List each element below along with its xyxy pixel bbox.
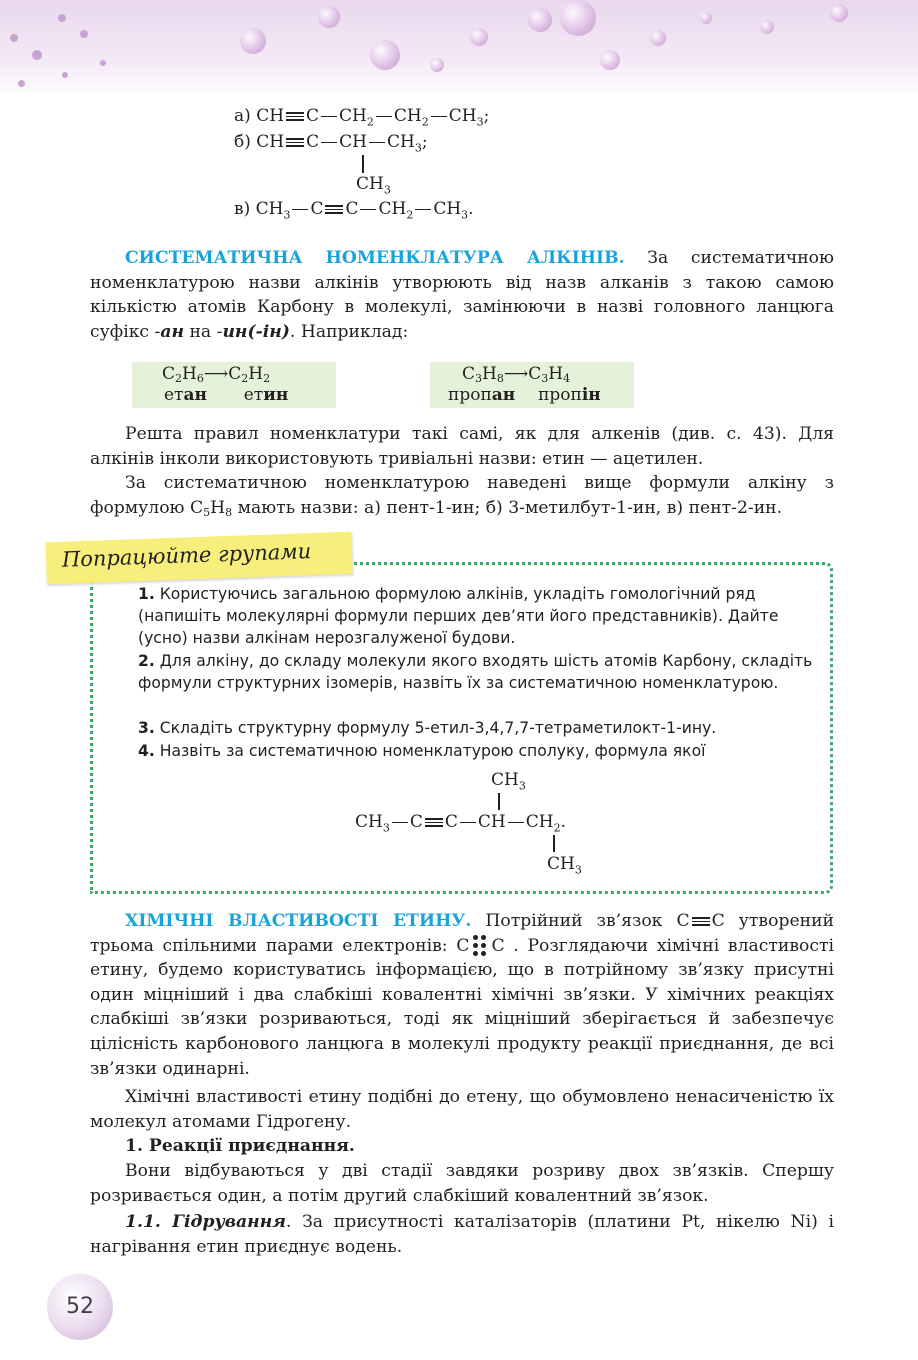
group-task-box-left-border <box>90 580 93 890</box>
formula-b-branch: $CH_3$ <box>356 174 391 197</box>
bubble <box>240 28 266 54</box>
addition-reactions-heading: 1. Реакції приєднання. <box>125 1136 355 1156</box>
names-paragraph: За систематичною номенклатурою наведені вище формули алкіну з формулою $C_5H_8$ мають назви: а) пент-1-ин; б) 3-метилбут-1-ин, в) пент-2-ин. <box>90 473 834 519</box>
formula-b: б) CH C CH $CH_3$; <box>234 132 428 155</box>
nomenclature-paragraph: СИСТЕМАТИЧНА НОМЕНКЛАТУРА АЛКІНІВ. За систематичною номенклатурою назви алкінів утворюють від назв алканів з такою самою кількістю атомів Карбону в молекулі, замінюючи в назві головного ланцюга суфікс -ан на -ин(-ін). Наприклад: <box>90 248 834 342</box>
bubble <box>600 50 620 70</box>
molecule-dot <box>18 80 25 87</box>
bond-line <box>498 793 500 810</box>
molecule-dot <box>58 14 66 22</box>
example-box-propane: $C_3H_8⟶C_3H_4$ пропан пропін <box>430 362 634 408</box>
properties-paragraph-2: Хімічні властивості етину подібні до етену, що обумовлено ненасиченістю їх молекул атомами Гідрогену. <box>90 1087 834 1132</box>
bubble <box>760 20 774 34</box>
task-4: 4. Назвіть за систематичною номенклатурою сполуку, формула якої <box>138 742 706 760</box>
task-1: 1. Користуючись загальною формулою алкінів, укладіть гомологічний ряд (напишіть молекулярні формули перших дев’яти його представників). Дайте (усно) назви алкінам нерозгалуженої будови. <box>138 585 779 648</box>
bubble <box>470 28 488 46</box>
formula-a: а) CH C $CH_2$ $CH_2$ $CH_3$; <box>234 106 490 129</box>
bubble <box>650 30 666 46</box>
properties-paragraph-4: Вони відбуваються у дві стадії завдяки розриву двох зв’язків. Спершу розривається один, а потім другий слабкіший ковалентний зв’язок. <box>90 1161 834 1206</box>
group-task-tag: Попрацюйте групами <box>45 532 352 585</box>
task-2: 2. Для алкіну, до складу молекули якого входять шість атомів Карбону, складіть формули структурних ізомерів, назвіть їх за систематичною номенклатурою. <box>138 652 813 693</box>
bond-line <box>553 835 555 852</box>
task4-formula-top: $CH_3$ <box>491 770 526 793</box>
example-box-ethane: $C_2H_6⟶C_2H_2$ етан етин <box>132 362 336 408</box>
molecule-dot <box>100 60 106 66</box>
bubble <box>700 12 712 24</box>
molecule-dot <box>32 50 42 60</box>
hydrogenation-paragraph: 1.1. Гідрування. За присутності каталізаторів (платини Pt, нікелю Ni) і нагрівання етин приєднує водень. <box>90 1212 834 1257</box>
bubble <box>830 4 848 22</box>
electron-pairs-icon <box>473 935 487 957</box>
bubble <box>318 6 340 28</box>
section-heading: СИСТЕМАТИЧНА НОМЕНКЛАТУРА АЛКІНІВ. <box>125 248 625 268</box>
header-decoration <box>0 0 918 98</box>
molecule-dot <box>80 30 88 38</box>
task4-formula-main: $CH_3$ C C CH $CH_2$. <box>355 812 566 835</box>
molecule-dot <box>10 34 18 42</box>
molecule-dot <box>62 72 68 78</box>
bond-line <box>362 155 364 173</box>
bubble <box>430 58 444 72</box>
chemical-properties-paragraph: ХІМІЧНІ ВЛАСТИВОСТІ ЕТИНУ. Потрійний зв’язок C C утворений трьома спільними парами електронів: C C . Розглядаючи хімічні властивості етину, будемо користуватись інформацією, що в потрійному зв’язку присутні один міцніший і два слабкіші ковалентні хімічні зв’язки. У хімічних реакціях слабкіші зв’язки розриваються, тоді як міцніший зберігається й забезпечує цілісність карбонового ланцюга в молекулі продукту реакції приєднання, де всі зв’язки одинарні. <box>90 911 834 1079</box>
bubble <box>560 0 596 36</box>
formula-v: в) $CH_3$ C C $CH_2$ $CH_3$. <box>234 199 474 222</box>
task-3: 3. Складіть структурну формулу 5-етил-3,4,7,7-тетраметилокт-1-ину. <box>138 719 717 737</box>
bubble <box>370 40 400 70</box>
task4-formula-bottom: $CH_3$ <box>547 854 582 877</box>
section-heading: ХІМІЧНІ ВЛАСТИВОСТІ ЕТИНУ. <box>125 911 472 931</box>
page-number: 52 <box>47 1274 113 1340</box>
bubble <box>528 8 552 32</box>
rules-paragraph: Решта правил номенклатури такі самі, як для алкенів (див. с. 43). Для алкінів інколи використовують тривіальні назви: етин — ацетилен. <box>90 424 834 469</box>
